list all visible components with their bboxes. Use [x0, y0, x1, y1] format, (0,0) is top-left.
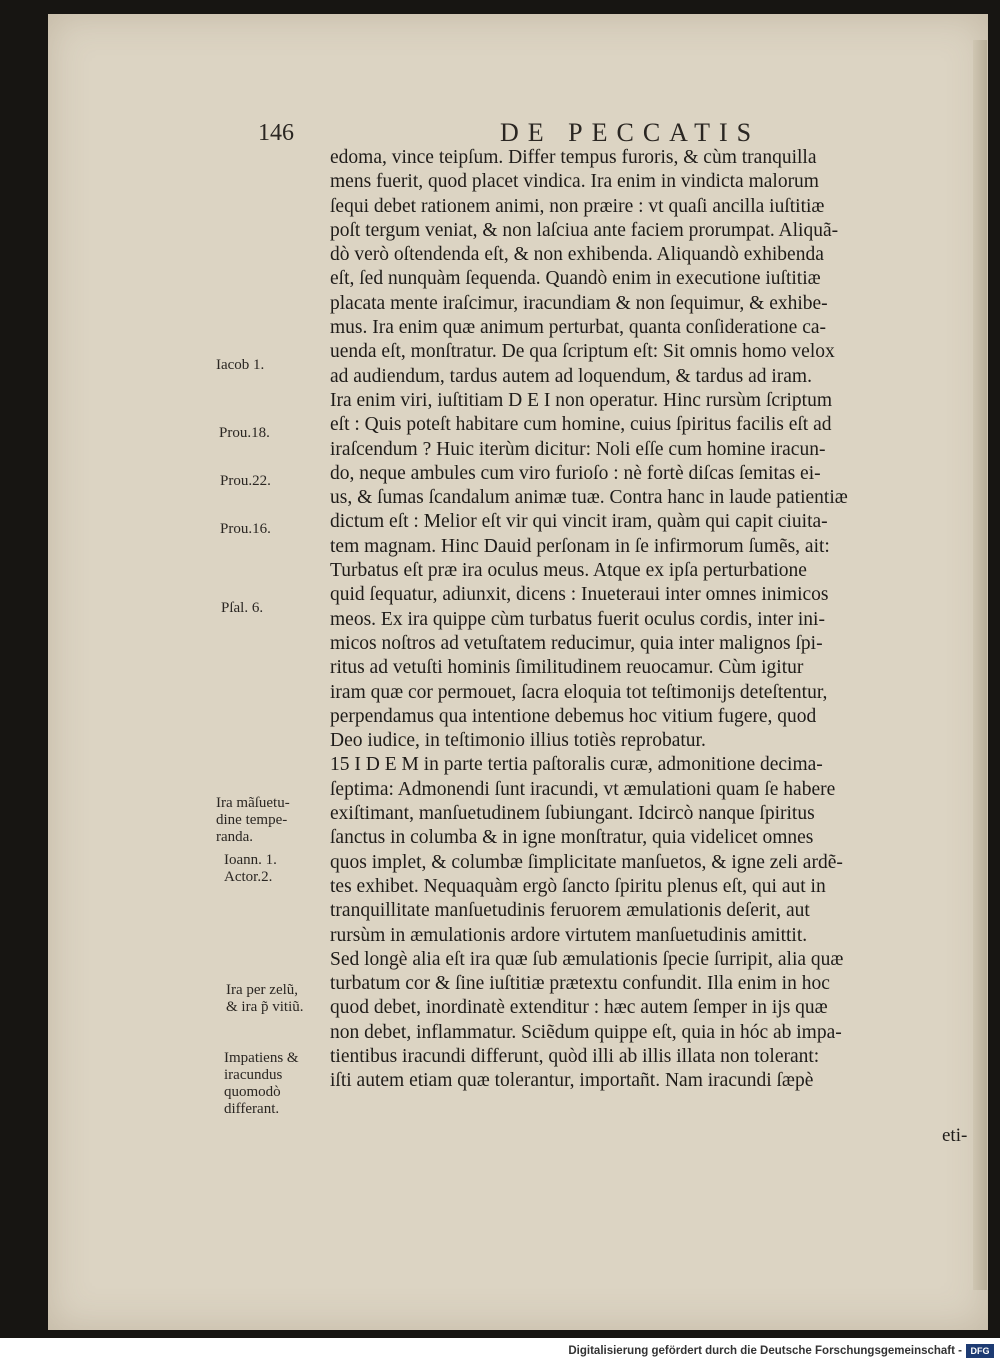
text-line: 15 I D E M in parte tertia paſtoralis curæ, admonitione decima-: [330, 754, 823, 776]
text-line: eſt : Quis poteſt habitare cum homine, cuius ſpiritus facilis eſt ad: [330, 414, 832, 436]
margin-note-line: quomodò: [224, 1084, 281, 1100]
text-line: ad audiendum, tardus autem ad loquendum, & tardus ad iram.: [330, 365, 812, 387]
margin-note: [224, 852, 277, 886]
margin-note-line: Iacob 1.: [216, 357, 265, 373]
margin-note: [220, 521, 271, 538]
text-line: us, & ſumas ſcandalum animæ tuæ. Contra hanc in laude patientiæ: [330, 487, 848, 509]
text-line: Deo iudice, in teſtimonio illius totiès reprobatur.: [330, 730, 706, 752]
margin-note-line: Ira per zelũ,: [226, 982, 299, 998]
margin-note-line: & ira p̃ vitiũ.: [226, 999, 304, 1015]
text-line: eſt, ſed nunquàm ſequenda. Quandò enim in executione iuſtitiæ: [330, 268, 821, 290]
text-line: Ira enim viri, iuſtitiam D E I non operatur. Hinc rursùm ſcriptum: [330, 389, 833, 411]
footer-bar: [0, 1338, 1000, 1365]
text-line: tientibus iracundi differunt, quòd illi ab illis illata non tolerant:: [330, 1045, 820, 1067]
margin-note-line: Prou.16.: [220, 521, 271, 537]
text-line: ſequi debet rationem animi, non præire : vt quaſi ancilla iuſtitiæ: [330, 195, 825, 217]
margin-note: [216, 357, 264, 374]
text-line: iram quæ cor permouet, ſacra eloquia tot teſtimonijs deteſtentur,: [330, 681, 828, 703]
text-line: perpendamus qua intentione debemus hoc vitium fugere, quod: [330, 705, 817, 727]
margin-note-line: Pſal. 6.: [221, 600, 264, 616]
margin-note: [216, 795, 290, 846]
text-line: iraſcendum ? Huic iterùm dicitur: Noli eſſe cum homine iracun-: [330, 438, 826, 460]
margin-note-line: differant.: [224, 1101, 280, 1117]
text-line: quod debet, inordinatè extenditur : hæc autem ſemper in ijs quæ: [330, 997, 828, 1019]
text-line: Sed longè alia eſt ira quæ ſub æmulationis ſpecie ſurripit, alia quæ: [330, 948, 844, 970]
dfg-logo-icon: DFG: [966, 1344, 994, 1358]
text-line: turbatum cor & ſine iuſtitiæ prætextu confundit. Illa enim in hoc: [330, 973, 830, 995]
text-line: tranquillitate manſuetudinis feruorem æmulationis deſerit, aut: [330, 900, 810, 922]
text-line: placata mente iraſcimur, iracundiam & non ſequimur, & exhibe-: [330, 292, 828, 314]
text-line: dictum eſt : Melior eſt vir qui vincit iram, quàm qui capit ciuita-: [330, 511, 828, 533]
margin-note-line: Prou.18.: [219, 425, 270, 441]
text-line: micos noſtros ad vetuſtatem reducimur, quia inter malignos ſpi-: [330, 632, 823, 654]
margin-note-line: randa.: [216, 829, 254, 845]
text-line: tem magnam. Hinc Dauid perſonam in ſe infirmorum ſumẽs, ait:: [330, 535, 830, 557]
page-number: 146: [258, 120, 294, 146]
text-line: edoma, vince teipſum. Differ tempus furoris, & cùm tranquilla: [330, 147, 817, 168]
text-line: mens fuerit, quod placet vindica. Ira enim in vindicta malorum: [330, 171, 819, 193]
margin-note: [221, 600, 263, 617]
text-line: quid ſequatur, adiunxit, dicens : Inueteraui inter omnes inimicos: [330, 584, 829, 606]
text-line: quos implet, & columbæ ſimplicitate manſuetos, & igne zeli ardẽ-: [330, 851, 843, 873]
text-line: poſt tergum veniat, & non laſciua ante faciem prorumpat. Aliquã-: [330, 219, 839, 241]
running-title: DE PECCATIS: [500, 118, 761, 147]
text-line: do, neque ambules cum viro furioſo : nè fortè diſcas ſemitas ei-: [330, 462, 821, 484]
catchword: eti-: [942, 1125, 968, 1146]
text-line: meos. Ex ira quippe cùm turbatus fuerit oculus cordis, inter ini-: [330, 608, 825, 630]
text-line: dò verò oſtendenda eſt, & non exhibenda. Aliquandò exhibenda: [330, 244, 824, 266]
text-line: ritus ad vetuſti hominis ſimilitudinem reuocamur. Cùm igitur: [330, 657, 804, 679]
text-line: uenda eſt, monſtratur. De qua ſcriptum eſt: Sit omnis homo velox: [330, 341, 835, 363]
text-line: iſti autem etiam quæ tolerantur, importañt. Nam iracundi ſæpè: [330, 1070, 814, 1092]
text-line: non debet, inflammatur. Sciẽdum quippe eſt, quia in hóc ab impa-: [330, 1021, 842, 1043]
main-text-block: [330, 146, 980, 1094]
margin-note: [219, 425, 270, 442]
margin-note: [220, 473, 271, 490]
text-line: rursùm in æmulationis ardore virtutem manſuetudinis amittit.: [330, 924, 808, 946]
text-line: Turbatus eſt præ ira oculus meus. Atque ex ipſa perturbatione: [330, 560, 807, 582]
margin-note-line: dine tempe-: [216, 812, 288, 828]
footer-credit: Digitalisierung gefördert durch die Deutsche Forschungsgemeinschaft -: [568, 1345, 962, 1357]
text-line: ſanctus in columba & in igne monſtratur, quia videlicet omnes: [330, 827, 814, 849]
margin-note-line: Actor.2.: [224, 869, 273, 885]
margin-note: [226, 982, 304, 1016]
text-line: exiſtimant, manſuetudinem ſubiungant. Idcircò nanque ſpiritus: [330, 803, 815, 825]
margin-note-line: iracundus: [224, 1067, 283, 1083]
text-line: tes exhibet. Nequaquàm ergò ſancto ſpiritu plenus eſt, qui aut in: [330, 875, 826, 897]
margin-note-line: Prou.22.: [220, 473, 271, 489]
text-line: ſeptima: Admonendi ſunt iracundi, vt æmulationi quam ſe habere: [330, 778, 836, 800]
margin-note: [224, 1050, 299, 1118]
margin-note-line: Ioann. 1.: [224, 852, 277, 868]
text-line: mus. Ira enim quæ animum perturbat, quanta conſideratione ca-: [330, 317, 827, 339]
margin-note-line: Impatiens &: [224, 1050, 299, 1066]
margin-note-line: Ira mãſuetu-: [216, 795, 290, 811]
